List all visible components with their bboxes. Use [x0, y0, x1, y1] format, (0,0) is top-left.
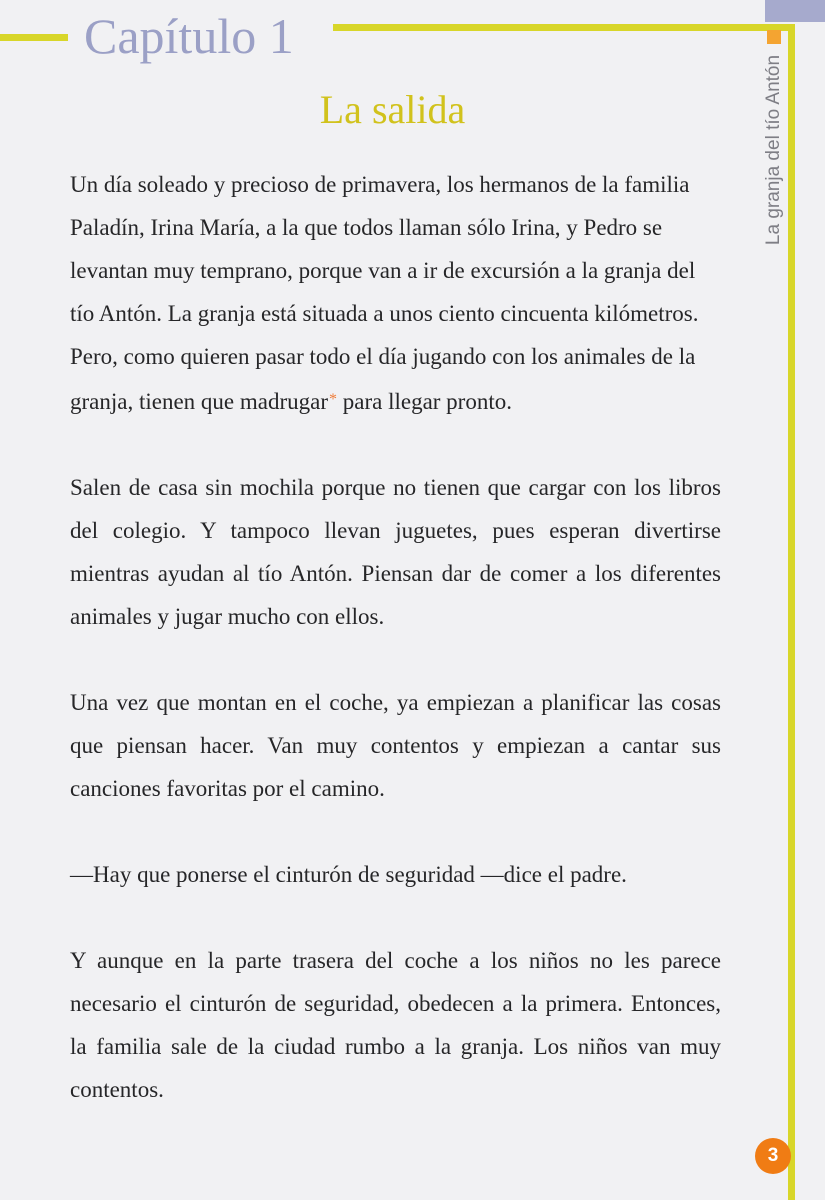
orange-marker: [767, 30, 781, 44]
corner-tab: [765, 0, 825, 22]
paragraph-3: Una vez que montan en el coche, ya empiezan a planificar las cosas que piensan hacer. Van muy contentos y empiezan a cantar sus canciones favoritas por el camino.: [70, 690, 721, 801]
page-number-badge: 3: [755, 1138, 791, 1174]
chapter-title: Capítulo 1: [84, 8, 294, 64]
vertical-book-title: La granja del tío Antón: [763, 54, 784, 246]
section-title: La salida: [319, 87, 466, 132]
paragraph-5: Y aunque en la parte trasera del coche a los niños no les parece necesario el cinturón de seguridad, obedecen a la primera. Entonces, la familia sale de la ciudad rumbo a la granja. Los niños van muy contentos.: [70, 948, 721, 1102]
right-frame-line: [788, 28, 795, 1200]
paragraph-4: —Hay que ponerse el cinturón de seguridad —dice el padre.: [70, 862, 627, 887]
paragraph-2: Salen de casa sin mochila porque no tienen que cargar con los libros del colegio. Y tampoco llevan juguetes, pues esperan divertirse mientras ayudan al tío Antón. Piensan dar de comer a los diferentes animales y jugar mucho con ellos.: [70, 475, 721, 629]
paragraph-1-end: para llegar pronto.: [337, 389, 512, 414]
paragraph-1: [70, 163, 721, 423]
body-text: [70, 163, 721, 1154]
footnote-star-icon: *: [329, 391, 337, 408]
paragraph-1-text: Un día soleado y precioso de primavera, los hermanos de la familia Paladín, Irina María, a la que todos llaman sólo Irina, y Pedro se levantan muy temprano, porque van a ir de excursión a la granja del tío Antón. La granja está situada a unos ciento cincuenta kilómetros. Pero, como quieren pasar todo el día jugando con los animales de la granja, tienen que madrugar: [70, 172, 699, 414]
header-rule-left: [0, 34, 68, 41]
header-rule-right: [333, 24, 795, 31]
